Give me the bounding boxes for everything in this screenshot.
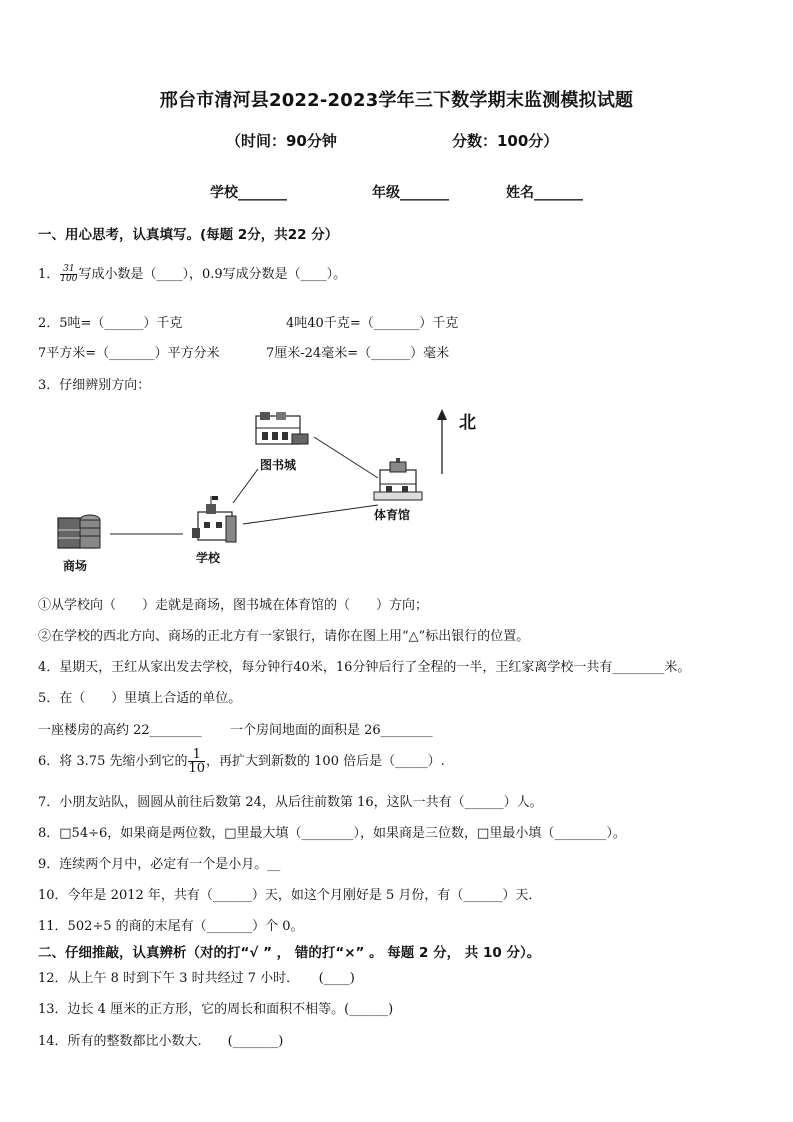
fraction-1-10: [188, 748, 205, 775]
section1-heading: 一、用心思考，认真填写。(每题 2分，共22 分）: [38, 227, 339, 243]
question-2b: 4吨40千克=（_______）千克: [286, 316, 459, 331]
question-5b: 一个房间地面的面积是 26________: [230, 723, 433, 738]
question-1-number: 1．: [38, 267, 60, 282]
exam-time: （时间：90分钟: [226, 132, 337, 150]
question-6-pre: 6．将 3.75 先缩小到它的: [38, 754, 188, 769]
question-14: 14．所有的整数都比小数大. (_______): [38, 1034, 284, 1049]
line-library-gym: [314, 437, 378, 478]
school-field: 学校_______: [210, 185, 287, 201]
page-title: 邢台市清河县2022-2023学年三下数学期末监测模拟试题: [159, 90, 634, 111]
fraction-denominator: 10: [188, 761, 206, 776]
question-5a: 一座楼房的高约 22________: [38, 723, 202, 738]
line-school-library: [233, 469, 258, 503]
school-icon: [192, 496, 236, 542]
question-3-part1: ①从学校向（ ）走就是商场，图书城在体育馆的（ ）方向；: [38, 598, 429, 613]
question-3-part2: ②在学校的西北方向、商场的正北方有一家银行，请你在图上用“△”标出银行的位置。: [38, 629, 530, 644]
direction-map: [40, 400, 500, 580]
label-gym: 体育馆: [374, 508, 411, 522]
question-6-post: ，再扩大到新数的 100 倍后是（_____）.: [206, 754, 445, 769]
question-2c: 7平方米=（_______）平方分米: [38, 346, 220, 361]
north-arrow-head: [437, 409, 447, 420]
fraction-31-100: [60, 265, 77, 284]
question-8: 8．□54÷6，如果商是两位数，□里最大填（________），如果商是三位数，□里最小填（________）。: [38, 826, 626, 841]
section2-heading: 二、仔细推敲，认真辨析（对的打“√ ” ， 错的打“×” 。 每题 2 分， 共 10 分）。: [38, 945, 541, 961]
label-mall: 商场: [63, 559, 88, 573]
question-1-text: 写成小数是（____），0.9写成分数是（____）。: [78, 267, 347, 282]
name-field: 姓名_______: [506, 185, 583, 201]
fraction-numerator: 31: [60, 265, 77, 275]
question-9: 9．连续两个月中，必定有一个是小月。__: [38, 857, 281, 872]
question-1: [38, 263, 346, 284]
question-2a: 2．5吨=（______）千克: [38, 316, 183, 331]
question-6: [38, 748, 445, 775]
label-school: 学校: [196, 551, 221, 565]
question-2d: 7厘米-24毫米=（______）毫米: [266, 346, 450, 361]
question-13: 13．边长 4 厘米的正方形，它的周长和面积不相等。(______): [38, 1002, 394, 1017]
fraction-denominator: 100: [60, 274, 78, 284]
line-school-gym: [243, 505, 378, 524]
question-4: 4．星期天，王红从家出发去学校，每分钟行40米，16分钟后行了全程的一半，王红家离学校一共有________米。: [38, 660, 691, 675]
question-5: 5．在（ ）里填上合适的单位。: [38, 691, 242, 706]
label-north: 北: [459, 413, 476, 433]
question-10: 10．今年是 2012 年，共有（______）天，如这个月刚好是 5 月份，有（______）天．: [38, 888, 542, 903]
question-7: 7．小朋友站队，圆圆从前往后数第 24，从后往前数第 16，这队一共有（______）人。: [38, 795, 543, 810]
gym-icon: [374, 458, 422, 500]
exam-score: 分数：100分）: [452, 132, 559, 150]
grade-field: 年级_______: [372, 185, 449, 201]
question-3: 3．仔细辨别方向：: [38, 378, 151, 393]
question-12: 12．从上午 8 时到下午 3 时共经过 7 小时． (____): [38, 971, 355, 986]
fraction-numerator: 1: [188, 748, 205, 762]
mall-icon: [58, 515, 100, 548]
label-library: 图书城: [260, 458, 297, 472]
question-11: 11．502÷5 的商的末尾有（_______）个 0。: [38, 919, 304, 934]
library-icon: [256, 412, 308, 444]
